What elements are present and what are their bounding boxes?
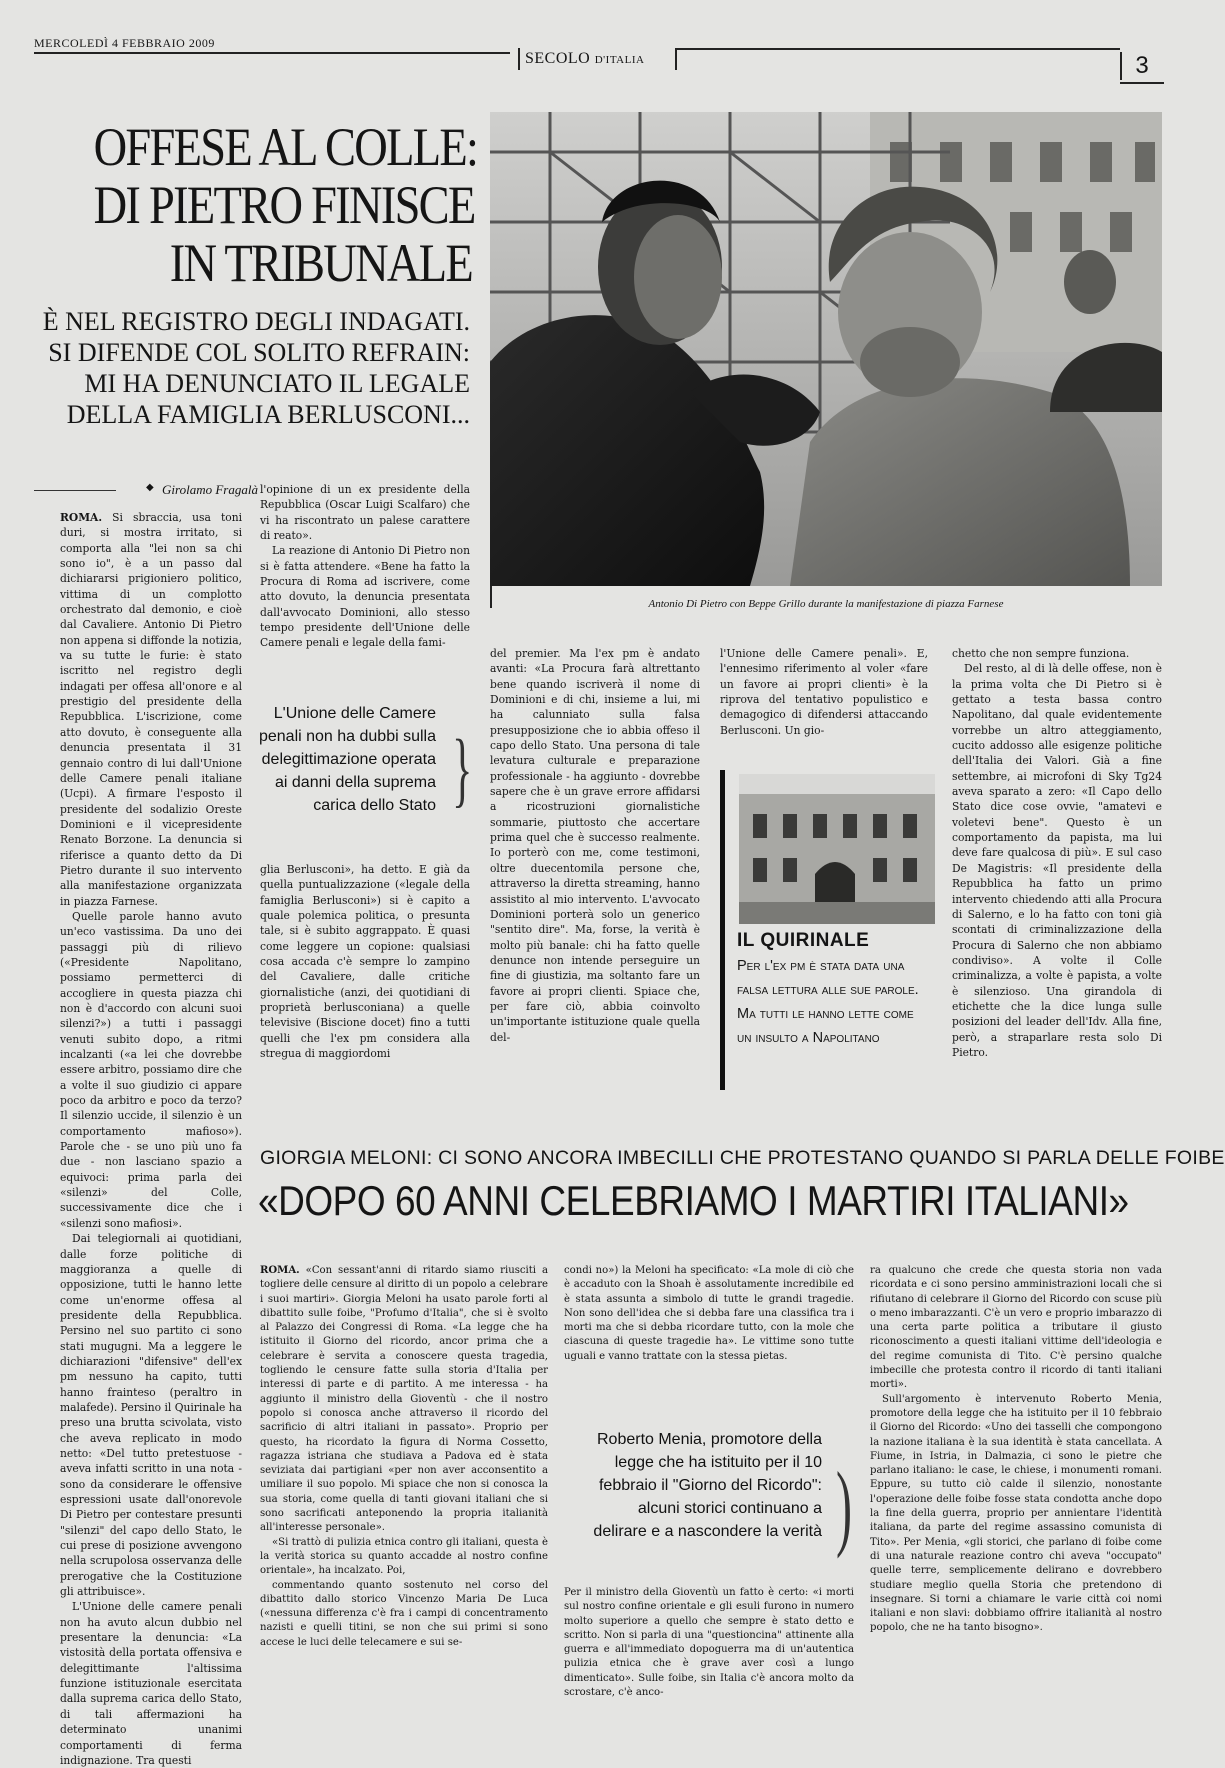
- headline-line-3: IN TRIBUNALE: [169, 233, 472, 293]
- header-rule-right: [677, 48, 1120, 50]
- byline-diamond-icon: ◆: [146, 482, 154, 493]
- main-photo: [490, 112, 1162, 586]
- main-col2-p3: glia Berlusconi», ha detto. E già da quella puntualizzazione («legale della famiglia Berlusconi») si è capito a quale polemica politica, o presunta tale, si è subito aggrappato. È quasi come leggere un copione: qualsiasi cosa accada c'è sempre lo zampino del Cavaliere, dalle critiche giornalistiche (anzi, dei quotidiani di proprietà berlusconiana) a quelle televisive (Biscione docet) fino a tutti quelli che l'ex pm considera alla stregua di maggiordomi: [260, 863, 470, 1061]
- meloni-col3-p2: Sull'argomento è intervenuto Roberto Menia, promotore della legge che ha istituito per il 10 febbraio il Giorno del Ricordo: «Uno dei tasselli che compongono la nazione italiana è la sua identità è stata cancellata. A Fiume, in Istria, in Dalmazia, ci sono le pietre che parlano italiano: le case, le chiese, i monumenti romani. Eppure, su tutto ciò calde il silenzio, nonostante l'operazione delle foibe fosse stata condotta anche dopo la fine della guerra, proprio per annientare l'identità italiana, da parte del regime assassino comunista di Tito». Per Menia, «gli storici, che parlano di foibe come di una naturale reazione contro chi aveva "occupato" quelle terre, semplicemente delirano e dovrebbero studiare meglio quella Storia che pretendono di insegnare. Si torni a chiamare le varie città coi nomi italiani e non slavi: dobbiamo offrire italianità al nostro popolo, che ne ha tanto bisogno».: [870, 1393, 1162, 1634]
- meloni-col1-p1: «Con sessant'anni di ritardo siamo riusciti a togliere delle censure al diritto di un popolo a celebrare i suoi martiri». Giorgia Meloni ha usato parole forti al dibattito sulle foibe, "Profumo d'Italia", che si è svolto al Palazzo dei Congressi di Roma. «La legge che ha istituito il Giorno del ricordo, ancor prima che a celebrare è servita a conoscere questa tragedia, togliendo le censure fatte sulla storia d'Italia per interessi di parte e di partito. A me interessa - ha aggiunto il ministro della Gioventù - che il nostro popolo si conosca anche attraverso il ricordo del sacrificio di altri italiani in passato». Proprio per questo, ha ricordato la figura di Norma Cossetto, ragazza istriana che studiava a Padova ed è stata seviziata dai partigiani «per non aver acconsentito a umiliare il suo popolo. Mi spiace che non si conosca la sua storia, come quella di tanti giovani italiani che si sono sacrificati anteponendo la propria italianità all'interesse personale».: [260, 1265, 548, 1534]
- main-col1-p4: L'Unione delle camere penali non ha avuto alcun dubbio nel presentare la denuncia: «La vistosità della portata offensiva e delegittimante l'altissima funzione istituzionale esercitata dalla suprema carica dello Stato, di tali affermazioni ha determinato unanimi comportamenti di ferma indignazione. Tra questi: [60, 1600, 242, 1767]
- meloni-title: «DOPO 60 ANNI CELEBRIAMO I MARTIRI ITALIANI»: [258, 1177, 1129, 1224]
- main-col4-p1: l'Unione delle Camere penali». E, l'ennesimo riferimento al voler «fare un favore ai propri clienti» è la riprova del tentativo populistico e demagogico di difendersi attaccando Berlusconi. Un gio-: [720, 647, 928, 737]
- headline-line-2: DI PIETRO FINISCE: [93, 175, 475, 235]
- byline-rule: [34, 490, 116, 491]
- main-col2-p2: La reazione di Antonio Di Pietro non si è fatta attendere. «Bene ha fatto la Procura di Roma ad iscrivere, come atto dovuto, la denuncia presentata dall'avvocato Dominioni, allo stesso tempo presidente dell'Unione delle Camere penali e legale della fami-: [260, 544, 470, 650]
- main-subhead: [30, 306, 470, 430]
- header-rule-tick: [518, 48, 520, 70]
- meloni-kicker: GIORGIA MELONI: CI SONO ANCORA IMBECILLI CHE PROTESTANO QUANDO SI PARLA DELLE FOIBE: [260, 1147, 1225, 1169]
- quirinale-sidebar: [720, 770, 931, 1090]
- meloni-pullquote-brace-icon: ): [835, 1452, 852, 1559]
- meloni-col-1: [260, 1264, 548, 1742]
- main-col1-p1: Si sbraccia, usa toni duri, si mostra irritato, si comporta alla "lei non sa chi sono io", è a un passo dal dichiararsi prigioniero politico, vittima di un complotto orchestrato dal demonio, e cioè dal Cavaliere. Antonio Di Pietro non appena si diffonde la notizia, va su tutte le furie: è stato iscritto nel registro degli indagati per offesa all'onore e al prestigio del presidente della Repubblica. L'iscrizione, come atto dovuto, è conseguente alla denuncia presentata il 31 gennaio contro di lui dall'Unione delle Camere penali italiane (Ucpi). A firmare l'esposto il presidente del sodalizio Oreste Dominioni e il vicepresidente Renato Borzone. La denuncia si riferisce a quanto detto da Di Pietro durante il suo intervento alla manifestazione organizzata in piazza Farnese.: [60, 511, 242, 908]
- subhead-line-4: DELLA FAMIGLIA BERLUSCONI...: [66, 400, 470, 429]
- main-col3-p1: del premier. Ma l'ex pm è andato avanti: «La Procura farà altrettanto bene quando iscriverà il nome di Dominioni e di chi, insieme a lui, mi ha calunniato sulla falsa presupposizione che io abbia offeso il capo dello Stato. Una persona di tale levatura culturale e preparazione professionale - ha aggiunto - dovrebbe sapere che è un grave errore affidarsi a ricostruzioni giornalistiche sommarie, piuttosto che accertare prima quel che è successo realmente. Io porterò con me, come testimoni, oltre duecentomila persone che, attraverso la diretta streaming, hanno assistito al mio intervento. L'avvocato Dominioni porterà solo un generico "sentito dire". Ma, forse, la verità è molto più banale: chi ha fatto quelle denunce non intende perseguire un fine di giustizia, ma soltanto fare un favore ai propri clienti. Spiace che, per fare ciò, abbia coinvolto un'importante istituzione quale quella del-: [490, 647, 700, 1044]
- meloni-col2-p2: Per il ministro della Gioventù un fatto è certo: «i morti sul nostro confine orientale e gli esuli furono in numero molto superiore a quello che sempre è stato detto e scritto. Non si parla di una "questioncina" attinente alla guerra e all'immediato dopoguerra ma di un'autentica pulizia etnica che è grave aver così a lungo dimenticato». Sulle foibe, sin Italia c'è ancora molto da scrostare, c'è anco-: [564, 1587, 854, 1699]
- main-col-4: [720, 646, 928, 756]
- main-col1-p2: Quelle parole hanno avuto un'eco vastissima. Da uno dei passaggi più di rilievo («Presidente Napolitano, possiamo permetterci di accogliere in questa piazza chi non è d'accordo con alcuni suoi silenzi?») a tutti i passaggi venuti subito dopo, a ritmi incalzanti («a lei che dovrebbe essere arbitro, possiamo dire che a volte il suo giudizio ci appare poco da arbitro e poco da terzo? Il silenzio uccide, il silenzio è un comportamento mafioso»). Parole che - se uno più uno fa due - non lasciano spazio a equivoci: prima parla dei «silenzi» del Colle, successivamente dice che i «silenzi sono mafiosi».: [60, 909, 242, 1230]
- main-col2-p1: l'opinione di un ex presidente della Repubblica (Oscar Luigi Scalfaro) che vi ha riscontrato un palese carattere di reato».: [260, 483, 470, 543]
- dateline: ROMA.: [60, 511, 103, 524]
- meloni-col1-p3: commentando quanto sostenuto nel corso del dibattito dallo storico Vincenzo Maria De Luca («nessuna differenza c'è fra i campi di concentramento nazisti e quelli titini, se non che sui primi si sono accese le luci delle telecamere e sui se-: [260, 1579, 548, 1648]
- photo-di-pietro-grillo: [490, 112, 1162, 586]
- subhead-line-1: È NEL REGISTRO DEGLI INDAGATI.: [42, 307, 470, 336]
- byline-author: Girolamo Fragalà: [162, 482, 258, 497]
- meloni-pullquote: Roberto Menia, promotore della legge che ha istituito per il 10 febbraio il "Giorno del Ricordo": alcuni storici continuano a delirare e a nascondere la verità: [593, 1431, 822, 1540]
- pullquote-brace-icon: }: [452, 723, 473, 816]
- header-rule-tick-2: [675, 48, 677, 70]
- header-rule-left: [34, 52, 510, 54]
- meloni-col2-p1: condi no») la Meloni ha specificato: «La mole di ciò che è accaduto con la Shoah è assolutamente incredibile ed è stata assunta a simbolo di tutte le grandi tragedie. Non sono dell'idea che si debba fare una classifica tra i morti ma che si debba ricordare tutto, con la mole che ciascuna di queste tragedie ha». Le vittime sono tutte uguali e vanno trattate con la stessa pietas.: [564, 1265, 854, 1362]
- meloni-col3-p1: ra qualcuno che crede che questa storia non vada ricordata e ci sono persino amministrazioni locali che si rifiutano di celebrare il Giorno del Ricordo con scuse più o meno imbarazzanti. C'è un vero e proprio imbarazzo di una certa parte politica a tributare il giusto riconoscimento a questi italiani vittime dell'ideologia e del regime comunista di Tito. C'è persino qualche imbecille che protesta contro il ricordo di tanti italiani morti».: [870, 1265, 1162, 1391]
- header-paper-name: SECOLO D'ITALIA: [525, 50, 645, 67]
- page-number: 3: [1120, 52, 1162, 80]
- headline-line-1: OFFESE AL COLLE:: [93, 117, 478, 177]
- subhead-line-3: MI HA DENUNCIATO IL LEGALE: [84, 369, 470, 398]
- meloni-dateline: ROMA.: [260, 1265, 300, 1276]
- main-headline: [93, 117, 478, 293]
- photo-caption: Antonio Di Pietro con Beppe Grillo durante la manifestazione di piazza Farnese: [648, 598, 1004, 610]
- quirinale-title: IL QUIRINALE: [737, 930, 870, 951]
- subhead-line-2: SI DIFENDE COL SOLITO REFRAIN:: [48, 338, 470, 367]
- quirinale-text: Per l'ex pm è stata data una falsa lettura alle sue parole. Ma tutti le hanno lette come un insulto a Napolitano: [737, 958, 919, 1046]
- main-col-2: [260, 482, 470, 678]
- meloni-col-2: [564, 1264, 854, 1374]
- meloni-col1-p2: «Si trattò di pulizia etnica contro gli italiani, questa è la verità storica su quanto accadde al nostro confine orientale», ha incalzato. Poi,: [260, 1536, 548, 1577]
- main-col-3: [490, 646, 700, 1082]
- main-col-5: [952, 646, 1162, 1082]
- header-bottom-rule: [1120, 82, 1164, 84]
- main-col5-p1: chetto che non sempre funziona.: [952, 647, 1130, 660]
- main-col5-p2: Del resto, al di là delle offese, non è la prima volta che Di Pietro si è gettato a testa bassa contro Napolitano, dal quale evidentemente vorrebbe un altro atteggiamento, cucito addosso alle esigenze politiche dell'Italia dei Valori. Già a fine settembre, ai microfoni di Sky Tg24 aveva sparato a zero: «Il Capo dello Stato dice cose ovvie, "amatevi e voletevi bene". Questo è un comportamento da papista, ma lui deve fare qualcosa di più». E sul caso De Magistris: «Il presidente della Repubblica ha fatto un primo intervento chiedendo atti alla Procura di Salerno, e lo ha fatto con toni già scontati di criminalizzazione della Procura di Salerno che non abbiamo condiviso». A volte il Colle criminalizza, a volte è papista, a volte è silenzioso. Una girandola di etichette che la dice lunga sulle posizioni del leader dell'Idv. Alla fine, però, a straparlare resta solo Di Pietro.: [952, 662, 1162, 1059]
- main-col-2b: [260, 862, 470, 1082]
- quirinale-photo: [739, 774, 935, 924]
- header-date: MERCOLEDÌ 4 FEBBRAIO 2009: [34, 36, 215, 50]
- main-col1-p3: Dai telegiornali ai quotidiani, dalle forze politiche di maggioranza a quelle di opposizione, tutti le hanno lette come un'enorme offesa al presidente della Repubblica. Persino nel suo partito ci sono stati mugugni. Ma a leggere le dichiarazioni "difensive" dell'ex pm nessuno ha capito, tutti hanno frainteso (peraltro in malafede). Persino il Quirinale ha preso una brutta scivolata, visto che aveva replicato in modo netto: «Del tutto pretestuose - aveva infatti scritto in una nota - sono da considerare le offensive espressioni usate dall'onorevole Di Pietro per contestare presunti "silenzi" del capo dello Stato, le cui prese di posizione avvengono nella scrupolosa osservanza delle prerogative che la Costituzione gli attribuisce».: [60, 1232, 242, 1599]
- meloni-col-3: [870, 1264, 1162, 1742]
- meloni-col-2b: [564, 1586, 854, 1742]
- main-pullquote: L'Unione delle Camere penali non ha dubbi sulla delegittimazione operata ai danni della suprema carica dello Stato: [258, 705, 436, 814]
- main-col-1: [60, 510, 242, 1767]
